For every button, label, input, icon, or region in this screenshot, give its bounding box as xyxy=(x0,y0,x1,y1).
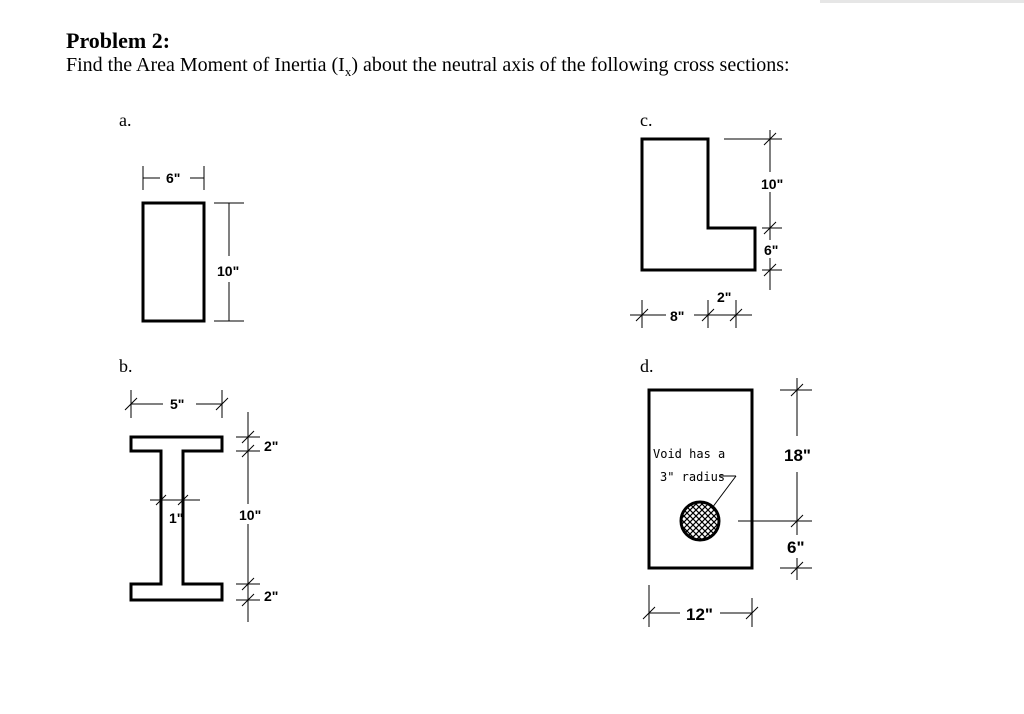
instruction-text-end: ) about the neutral axis of the following cross sections: xyxy=(351,54,790,76)
part-b-label: b. xyxy=(119,356,133,376)
section-a xyxy=(143,166,244,321)
section-b-web-label: 1" xyxy=(169,510,184,526)
part-d-label: d. xyxy=(640,356,654,376)
section-b xyxy=(125,390,278,622)
instruction-subscript: x xyxy=(344,64,352,79)
section-c-step-width-label: 2" xyxy=(717,289,732,305)
section-d-width-label: 12" xyxy=(686,605,713,624)
section-b-web-height-label: 10" xyxy=(239,507,262,523)
section-a-height-label: 10" xyxy=(217,263,240,279)
section-c-l-outline xyxy=(642,139,755,270)
section-d-void-circle xyxy=(681,502,719,540)
section-c-lower-height-label: 6" xyxy=(764,242,779,258)
section-d-void-note-line1: Void has a xyxy=(653,447,726,461)
section-b-flange-top-label: 2" xyxy=(264,438,279,454)
section-a-width-label: 6" xyxy=(166,170,181,186)
problem-title: Problem 2: xyxy=(66,28,171,53)
section-a-rectangle xyxy=(143,203,204,321)
section-c-base-width-label: 8" xyxy=(670,308,685,324)
section-b-flange-bottom-label: 2" xyxy=(264,588,279,604)
section-d xyxy=(643,378,812,627)
section-d-height-label: 18" xyxy=(784,446,811,465)
section-b-width-label: 5" xyxy=(170,396,185,412)
section-d-void-note-line2: 3" radius xyxy=(660,470,726,484)
section-c xyxy=(630,130,790,328)
section-d-void-center-label: 6" xyxy=(787,538,805,557)
section-c-upper-height-label: 10" xyxy=(761,176,784,192)
part-c-label: c. xyxy=(640,110,653,130)
part-a-label: a. xyxy=(119,110,132,130)
instruction-text-start: Find the Area Moment of Inertia (I xyxy=(66,54,345,76)
